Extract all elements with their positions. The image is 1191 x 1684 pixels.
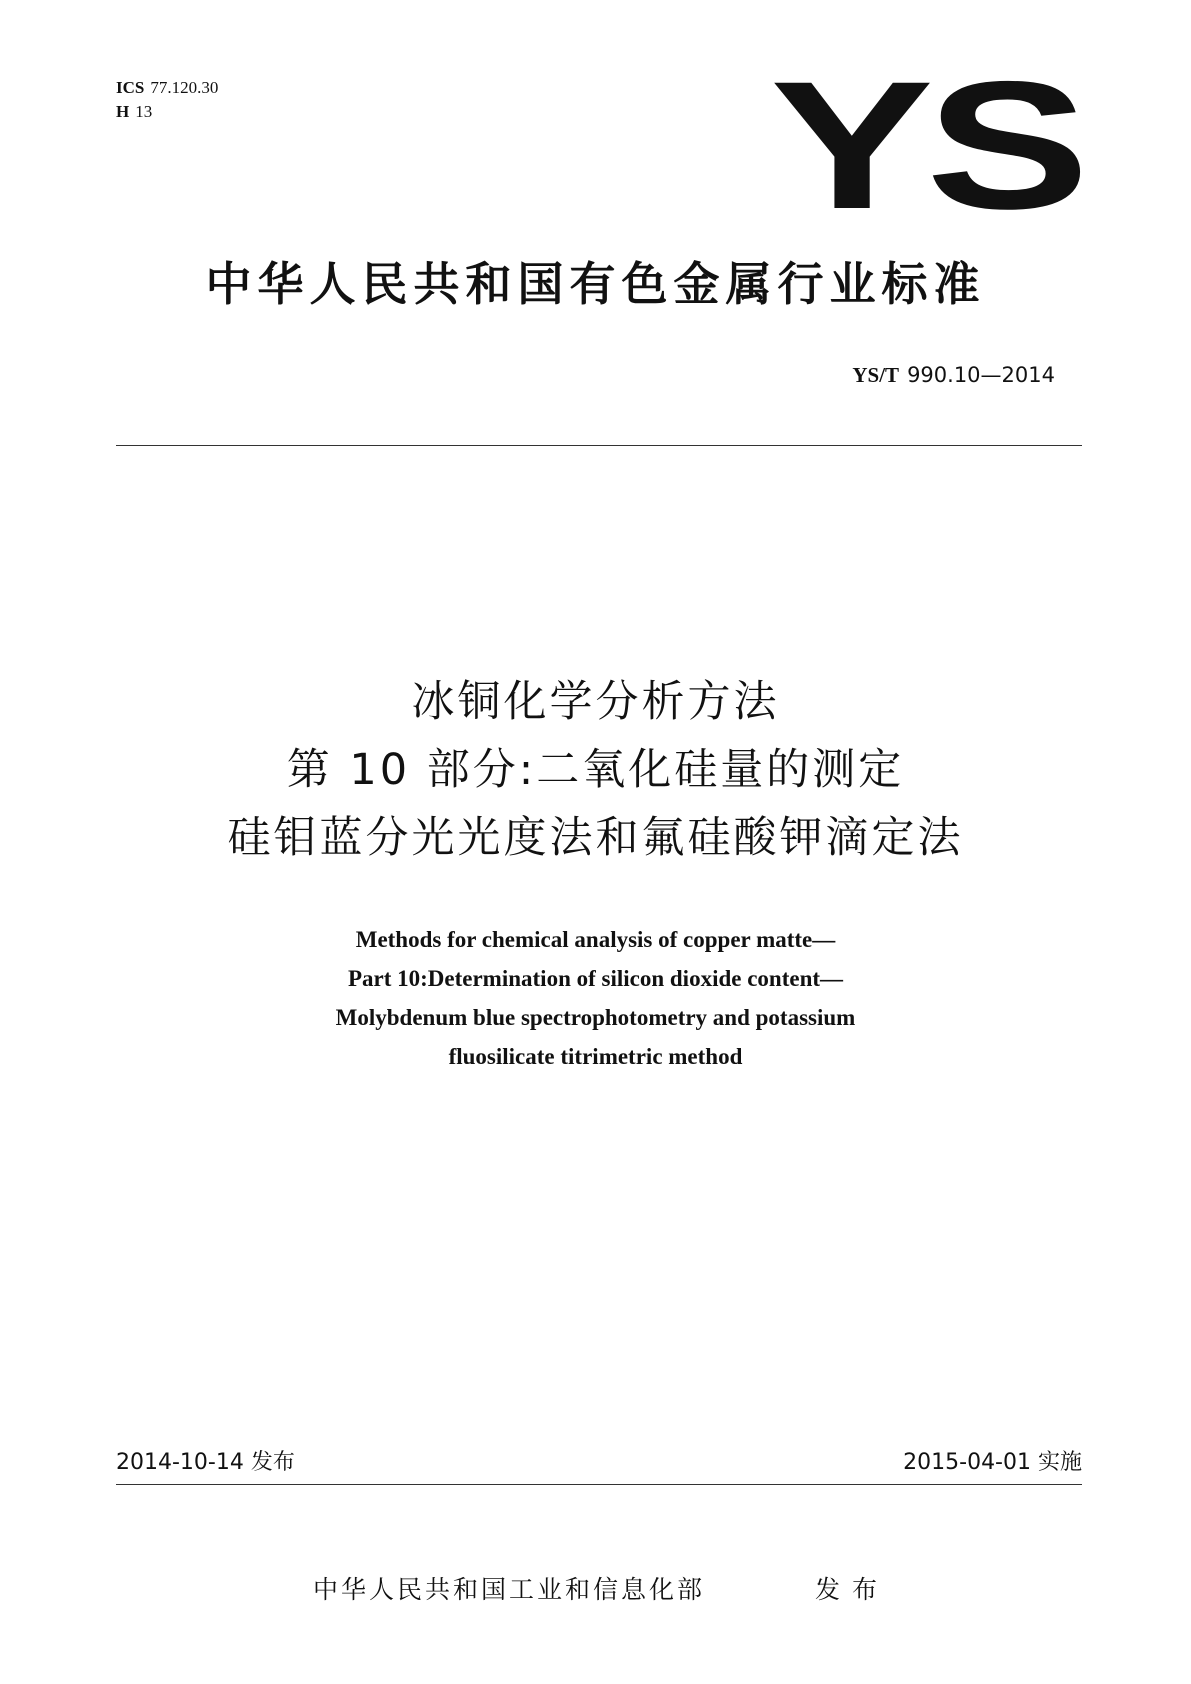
- chinese-title: [0, 668, 1191, 872]
- english-title-line-1: Methods for chemical analysis of copper matte—: [355, 927, 836, 952]
- chinese-title-line-1: 冰铜化学分析方法: [411, 677, 780, 727]
- ys-logo: YS: [770, 43, 1082, 247]
- ccs-code: 13: [135, 102, 153, 121]
- ics-code: 77.120.30: [150, 78, 219, 97]
- standard-code: 990.10—2014: [907, 363, 1055, 387]
- implementation-date: 2015-04-01 实施: [903, 1450, 1082, 1475]
- english-title-line-3: Molybdenum blue spectrophotometry and potassium: [335, 1005, 856, 1030]
- standard-prefix: YS/T: [852, 363, 900, 387]
- bottom-divider: [116, 1484, 1082, 1485]
- standard-number: [852, 363, 1055, 388]
- org-title: 中华人民共和国有色金属行业标准: [205, 257, 986, 311]
- english-title-line-2: Part 10:Determination of silicon dioxide content—: [347, 966, 844, 991]
- ccs-label: H: [116, 102, 130, 121]
- chinese-title-line-2: 第 10 部分:二氧化硅量的测定: [286, 745, 905, 795]
- ics-label: ICS: [116, 78, 145, 97]
- english-title: [0, 920, 1191, 1076]
- classification-codes: [116, 76, 218, 124]
- publish-label: 发布: [815, 1575, 890, 1604]
- english-title-line-4: fluosilicate titrimetric method: [448, 1044, 743, 1069]
- chinese-title-line-3: 硅钼蓝分光光度法和氟硅酸钾滴定法: [227, 813, 964, 863]
- publisher-name: 中华人民共和国工业和信息化部: [313, 1575, 706, 1604]
- issue-date: 2014-10-14 发布: [116, 1450, 295, 1475]
- top-divider: [116, 445, 1082, 446]
- ccs-line: [116, 100, 218, 124]
- ics-line: [116, 76, 218, 100]
